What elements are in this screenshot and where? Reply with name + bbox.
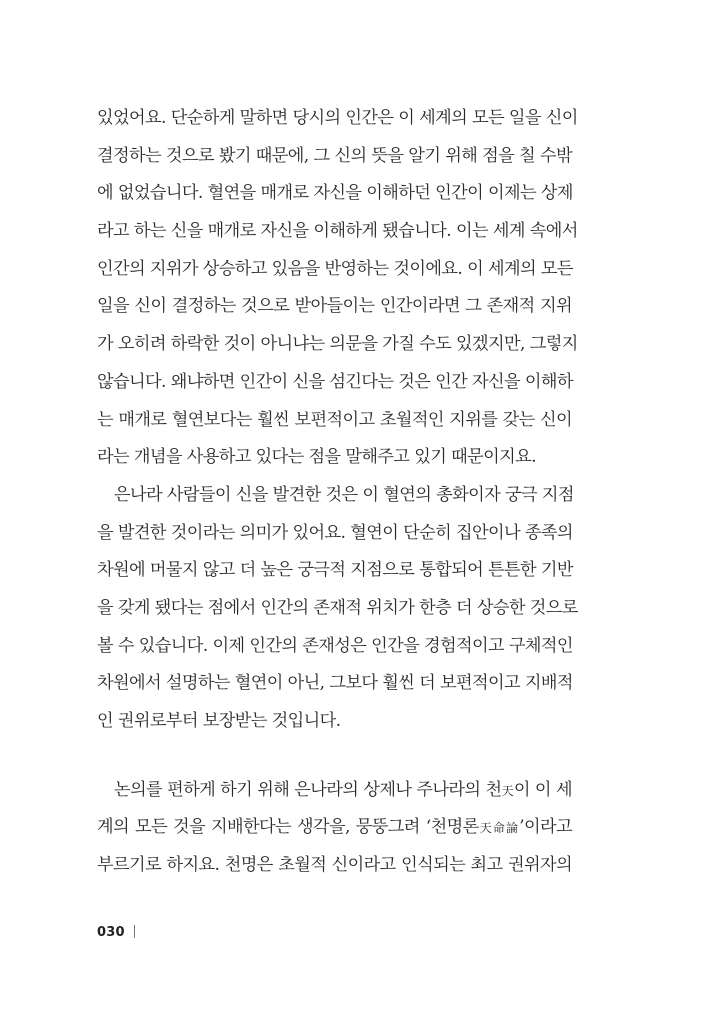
text-line: 차원에서 설명하는 혈연이 아닌, 그보다 훨씬 더 보편적이고 지배적 [97,673,573,694]
text-run: 이 이 세 [513,779,572,800]
text-line: 볼 수 있습니다. 이제 인간의 존재성은 인간을 경험적이고 구체적인 [97,635,573,656]
text-line: 인 권위로부터 보장받는 것입니다. [97,711,341,731]
text-line: 을 갖게 됐다는 점에서 인간의 존재적 위치가 한층 더 상승한 것으로 [97,597,578,618]
hanja-annotation: 天命論 [478,821,520,836]
text-line: 차원에 머물지 않고 더 높은 궁극적 지점으로 통합되어 튼튼한 기반 [97,560,573,581]
body-text [97,100,578,885]
text-line: 일을 신이 결정하는 것으로 받아들이는 인간이라면 그 존재적 지위 [97,296,572,317]
text-line: 부르기로 하지요. 천명은 초월적 신이라고 인식되는 최고 권위자의 [97,855,572,876]
hanja-annotation: 天 [501,783,514,798]
paragraph-1 [97,100,578,477]
text-line: 을 발견한 것이라는 의미가 있어요. 혈연이 단순히 집안이나 종족의 [97,522,573,543]
text-line: 결정하는 것으로 봤기 때문에, 그 신의 뜻을 알기 위해 점을 칠 수밖 [97,145,572,166]
text-run: 논의를 편하게 하기 위해 은나라의 상제나 주나라의 천 [114,779,502,800]
text-line [97,809,572,847]
paragraph-2 [97,477,578,741]
page-number [97,925,135,940]
text-line: 라고 하는 신을 매개로 자신을 이해하게 됐습니다. 이는 세계 속에서 [97,221,578,242]
text-run: 계의 모든 것을 지배한다는 생각을, 뭉뚱그려 ‘천명론 [97,817,479,838]
folio-divider [134,925,135,938]
text-line: 에 없었습니다. 혈연을 매개로 자신을 이해하던 인간이 이제는 상제 [97,183,573,204]
section-break [97,741,572,772]
text-line: 은나라 사람들이 신을 발견한 것은 이 혈연의 총화이자 궁극 지점 [114,484,574,505]
text-line [97,772,572,810]
text-line: 가 오히려 하락한 것이 아니냐는 의문을 가질 수도 있겠지만, 그렇지 [97,334,578,355]
text-line: 않습니다. 왜냐하면 인간이 신을 섬긴다는 것은 인간 자신을 이해하 [97,371,573,392]
paragraph-3 [97,772,572,885]
text-line: 있었어요. 단순하게 말하면 당시의 인간은 이 세계의 모든 일을 신이 [97,108,578,128]
page-number-text: 030 [97,925,125,940]
text-line: 라는 개념을 사용하고 있다는 점을 말해주고 있기 때문이지요. [97,447,536,468]
text-line: 인간의 지위가 상승하고 있음을 반영하는 것이에요. 이 세계의 모든 [97,258,573,279]
text-line: 는 매개로 혈연보다는 훨씬 보편적이고 초월적인 지위를 갖는 신이 [97,409,572,430]
text-run: ’이라고 [519,817,572,838]
